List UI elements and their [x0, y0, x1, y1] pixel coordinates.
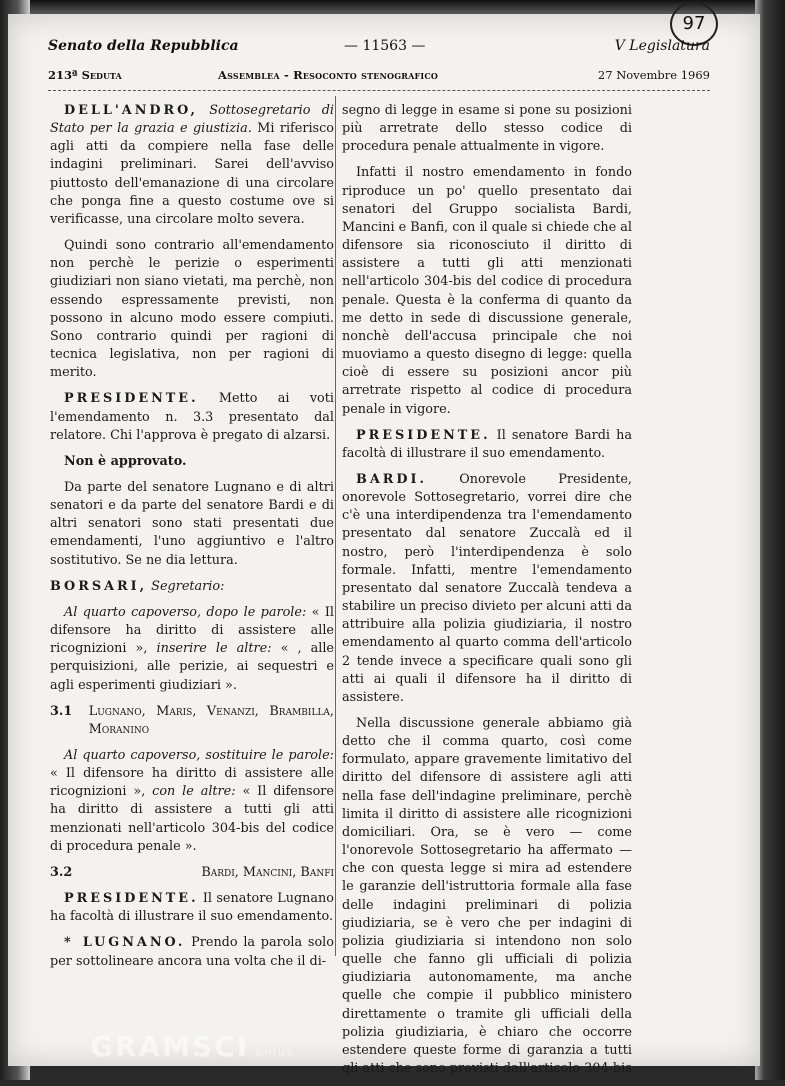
column-divider	[335, 96, 336, 956]
header-senate: Senato della Repubblica	[48, 38, 239, 54]
paragraph	[50, 578, 334, 596]
amendment-number: 3.2	[50, 864, 73, 880]
left-column	[50, 102, 334, 979]
amendment-number: 3.1	[50, 703, 73, 719]
amendment-quote: « Il difensore ha diritto di assistere alle ricognizioni »,	[50, 604, 334, 657]
speaker-name: PRESIDENTE.	[64, 391, 199, 407]
paragraph	[50, 479, 334, 570]
amendment-quote: « , alle perquisizioni, alle perizie, ai sequestri e agli esperimenti giudiziari ».	[50, 641, 334, 693]
paragraph	[50, 237, 334, 382]
paragraph-text: segno di legge in esame si pone su posizioni più arretrate dello stesso codice di procedura penale attualmente in vigore.	[342, 103, 632, 155]
amendment-text	[50, 747, 334, 856]
speaker-name: PRESIDENTE.	[356, 427, 491, 443]
paragraph	[342, 427, 632, 463]
paragraph-text: Da parte del senatore Lugnano e di altri senatori e da parte del senatore Bardi e di altri senatori sono stati presentati due emendamenti, l'uno aggiuntivo e l'altro sostitutivo. Se ne dia lettura.	[50, 479, 334, 568]
paragraph-text: Il senatore Lugnano ha facoltà di illustrare il suo emendamento.	[50, 891, 334, 925]
speaker-role: Sottosegretario di Stato per la grazia e giustizia.	[50, 103, 334, 137]
header-date: 27 Novembre 1969	[597, 68, 710, 82]
header-legislature: V Legislatura	[614, 38, 710, 54]
watermark-subtext: onlus	[255, 1046, 295, 1059]
paragraph-text: Il senatore Bardi ha facoltà di illustrare il suo emendamento.	[342, 427, 632, 461]
paragraph-text: Prendo la parola solo per sottolineare ancora una volta che il di-	[50, 935, 334, 969]
header-page-number: — 11563 —	[344, 38, 426, 54]
speaker-name: PRESIDENTE.	[64, 891, 199, 907]
paragraph-text: Onorevole Presidente, onorevole Sottosegretario, vorrei dire che c'è una interdipendenza tra l'emendamento presentato dal senatore Zuccalà ed il nostro, però l'interdipendenza è solo formale. Infatti, mentre l'emendamento presentato dal senatore Zuccalà tendeva a stabilire un preciso divieto per alcuni atti da attribuire alla polizia giudiziaria, il nostro emendamento al quarto comma dell'articolo 2 tende invece a specificare quali sono gli atti ai quali il difensore ha il diritto di assistere.	[342, 471, 632, 705]
archive-watermark	[90, 1030, 295, 1063]
right-column	[342, 102, 632, 1086]
speaker-role: Segretario:	[151, 578, 225, 594]
speaker-name: DELL'ANDRO,	[64, 103, 198, 118]
header-assembly: Assemblea - Resoconto stenografico	[218, 68, 439, 82]
amendment-signatories: Bardi, Mancini, Banfi	[201, 864, 334, 880]
paragraph	[50, 934, 334, 970]
paragraph	[50, 102, 334, 229]
amendment-signature	[50, 864, 334, 882]
paragraph	[50, 453, 334, 471]
paragraph-text: Mi riferisco agli atti da compiere nella fase delle indagini preliminari. Sarei dell'avviso piuttosto dell'emanazione di una circolare che ponga fine a questo costume ove si verificasse, una circolare molto severa.	[50, 121, 334, 227]
amendment-text	[50, 604, 334, 695]
paragraph	[342, 471, 632, 707]
amendment-quote: « Il difensore ha diritto di assistere a tutti gli atti menzionati nell'articolo 304-bis del codice di procedura penale ».	[50, 784, 334, 854]
amendment-signature	[50, 703, 334, 739]
paragraph-text: Metto ai voti l'emendamento n. 3.3 presentato dal relatore. Chi l'approva è pregato di alzarsi.	[50, 391, 334, 443]
paragraph-text: Nella discussione generale abbiamo già detto che il comma quarto, così come formulato, appare gravemente limitativo del diritto del difensore di assistere agli atti nella fase dell'indagine preliminare, perchè limita il diritto di assistere alle ricognizioni domiciliari. Ora, se è vero — come l'onorevole Sottosegretario ha affermato — che con questa legge si mira ad estendere le garanzie dell'istruttoria formale alla fase delle indagini preliminari di polizia giudiziaria, se è vero che per indagini di polizia giudiziaria si intendono non solo quelle che fanno gli ufficiali di polizia giudiziaria autonomamente, ma anche quelle che compie il pubblico ministero direttamente o tramite gli ufficiali della polizia giudiziaria, è chiaro che occorre estendere queste forme di garanzia a tutti gli atti che sono previsti dall'articolo 304-bis	[342, 716, 632, 1076]
amendment-instruction: Al quarto capoverso, dopo le parole:	[64, 604, 307, 620]
paragraph	[50, 890, 334, 926]
watermark-text: GRAMSCI	[90, 1030, 250, 1063]
amendment-instruction: con le altre:	[152, 784, 236, 800]
paragraph	[342, 715, 632, 1078]
amendment-instruction: inserire le altre:	[156, 641, 272, 657]
amendment-signatories: Lugnano, Maris, Venanzi, Brambilla, Moranino	[88, 703, 334, 737]
page-stamp-number: 97	[670, 2, 718, 46]
amendment-quote: « Il difensore ha diritto di assistere alle ricognizioni »,	[50, 766, 334, 800]
paragraph	[342, 102, 632, 156]
paragraph	[342, 164, 632, 418]
speaker-name: BARDI.	[356, 471, 427, 487]
speaker-name: * LUGNANO.	[64, 935, 186, 951]
speaker-name: BORSARI,	[50, 578, 148, 594]
vote-result: Non è approvato.	[64, 453, 187, 469]
header-rule	[48, 90, 710, 91]
session-header	[48, 68, 710, 88]
paragraph-text: Quindi sono contrario all'emendamento non perchè le perizie o esperimenti giudiziari non siano vietati, ma perchè, non essendo espressamente previsti, non possono in alcuno modo essere compiuti. Sono contrario quindi per ragioni di tecnica legislativa, non per ragioni di merito.	[50, 238, 334, 381]
header-session: 213ª Seduta	[48, 68, 122, 82]
paragraph	[50, 390, 334, 444]
running-header	[48, 38, 710, 58]
amendment-instruction: Al quarto capoverso, sostituire le parole:	[64, 748, 334, 763]
paragraph-text: Infatti il nostro emendamento in fondo riproduce un po' quello presentato dai senatori del Gruppo socialista Bardi, Mancini e Banfi, con il quale si chiede che al difensore sia riconosciuto il diritto di assistere a tutti gli atti menzionati nell'articolo 304-bis del codice di procedura penale. Questa è la conferma di quanto da me detto in sede di discussione generale, nonchè dell'accusa principale che noi muoviamo a questo disegno di legge: quella cioè di essere su posizioni ancor più arretrate rispetto al codice di procedura penale in vigore.	[342, 165, 632, 417]
